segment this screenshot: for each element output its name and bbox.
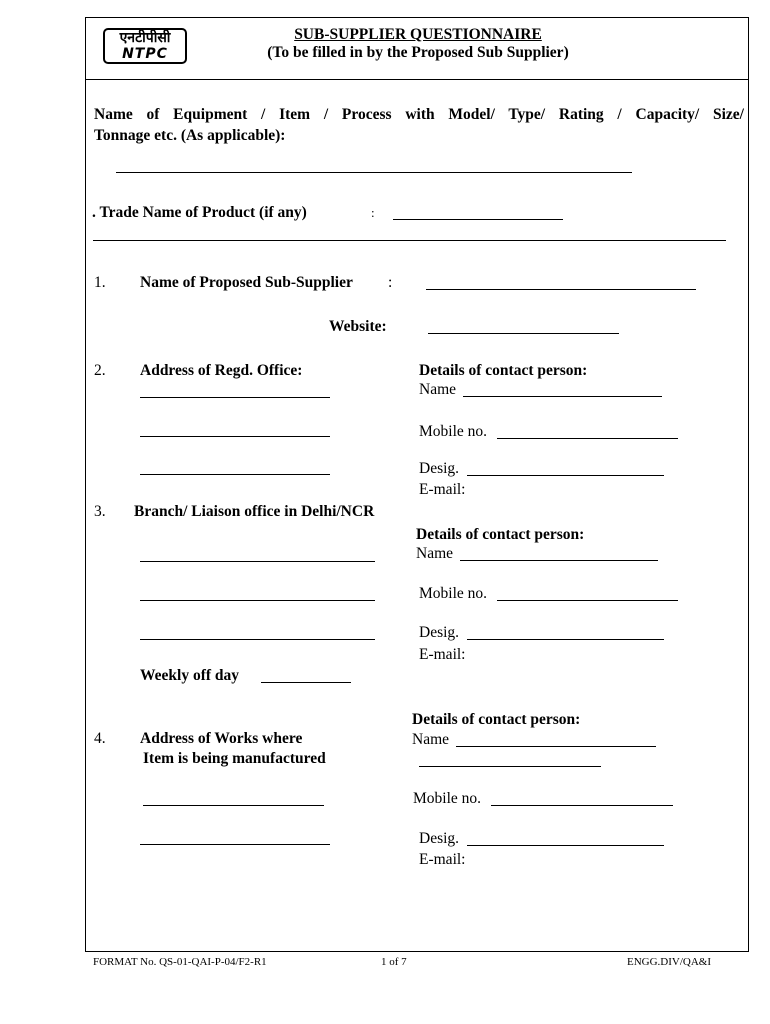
works-address-line-2[interactable] bbox=[140, 844, 330, 845]
works-address-label-line2: Item is being manufactured bbox=[143, 750, 326, 767]
contact-email-label-2: E-mail: bbox=[419, 481, 466, 498]
equipment-label-line2: Tonnage etc. (As applicable): bbox=[94, 127, 286, 144]
contact-mobile-label-3: Mobile no. bbox=[419, 585, 488, 602]
contact-name-field-3[interactable] bbox=[460, 560, 658, 561]
contact-mobile-label-2: Mobile no. bbox=[419, 423, 488, 440]
contact-name-field-4[interactable] bbox=[456, 746, 656, 747]
section-2-number: 2. bbox=[94, 362, 106, 379]
works-address-label-line1: Address of Works where bbox=[140, 730, 303, 747]
full-width-field-line[interactable] bbox=[93, 240, 726, 241]
regd-office-label: Address of Regd. Office: bbox=[140, 362, 303, 379]
regd-office-line-2[interactable] bbox=[140, 436, 330, 437]
footer-page-number: 1 of 7 bbox=[381, 956, 407, 968]
contact-email-label-3: E-mail: bbox=[419, 646, 466, 663]
page-title: SUB-SUPPLIER QUESTIONNAIRE bbox=[294, 26, 542, 43]
works-address-line-1[interactable] bbox=[143, 805, 324, 806]
contact-name-field-2[interactable] bbox=[463, 396, 662, 397]
logo-hindi-text: एनटीपीसी bbox=[119, 30, 171, 46]
logo-ntpc-text: NTPC bbox=[122, 46, 168, 62]
section-3-number: 3. bbox=[94, 503, 106, 520]
contact-name-label-2: Name bbox=[419, 381, 457, 398]
footer-format-number: FORMAT No. QS-01-QAI-P-04/F2-R1 bbox=[93, 956, 267, 968]
contact-desig-field-3[interactable] bbox=[467, 639, 664, 640]
sub-supplier-name-field-line[interactable] bbox=[426, 289, 696, 290]
page-subtitle: (To be filled in by the Proposed Sub Supplier) bbox=[267, 44, 569, 61]
contact-desig-label-2: Desig. bbox=[419, 460, 460, 477]
trade-name-field-line[interactable] bbox=[393, 219, 563, 220]
section-4-number: 4. bbox=[94, 730, 106, 747]
equipment-field-line[interactable] bbox=[116, 172, 632, 173]
contact-name-label-3: Name bbox=[416, 545, 454, 562]
sub-supplier-name-colon: : bbox=[388, 274, 393, 291]
header-divider bbox=[85, 79, 749, 80]
contact-name-field-4b[interactable] bbox=[419, 766, 601, 767]
branch-office-line-1[interactable] bbox=[140, 561, 375, 562]
sub-supplier-name-label: Name of Proposed Sub-Supplier bbox=[140, 274, 353, 291]
trade-name-colon: : bbox=[371, 205, 375, 220]
page-frame bbox=[85, 17, 749, 952]
contact-desig-field-2[interactable] bbox=[467, 475, 664, 476]
weekly-off-field-line[interactable] bbox=[261, 682, 351, 683]
contact-mobile-field-4[interactable] bbox=[491, 805, 673, 806]
contact-heading-3: Details of contact person: bbox=[416, 526, 585, 543]
branch-office-line-3[interactable] bbox=[140, 639, 375, 640]
contact-mobile-field-3[interactable] bbox=[497, 600, 678, 601]
regd-office-line-1[interactable] bbox=[140, 397, 330, 398]
regd-office-line-3[interactable] bbox=[140, 474, 330, 475]
contact-heading-4: Details of contact person: bbox=[412, 711, 581, 728]
ntpc-logo bbox=[103, 28, 187, 64]
section-1-number: 1. bbox=[94, 274, 106, 291]
trade-name-label: . Trade Name of Product (if any) bbox=[92, 204, 307, 221]
equipment-label-line1: Name of Equipment / Item / Process with Model/ Type/ Rating / Capacity/ Size/ bbox=[94, 106, 744, 123]
website-field-line[interactable] bbox=[428, 333, 619, 334]
contact-email-label-4: E-mail: bbox=[419, 851, 466, 868]
weekly-off-label: Weekly off day bbox=[140, 667, 240, 684]
contact-mobile-label-4: Mobile no. bbox=[413, 790, 482, 807]
contact-desig-field-4[interactable] bbox=[467, 845, 664, 846]
contact-mobile-field-2[interactable] bbox=[497, 438, 678, 439]
contact-name-label-4: Name bbox=[412, 731, 450, 748]
contact-heading-2: Details of contact person: bbox=[419, 362, 588, 379]
footer-department: ENGG.DIV/QA&I bbox=[627, 956, 712, 968]
website-label: Website: bbox=[329, 318, 387, 335]
contact-desig-label-4: Desig. bbox=[419, 830, 460, 847]
contact-desig-label-3: Desig. bbox=[419, 624, 460, 641]
branch-office-label: Branch/ Liaison office in Delhi/NCR bbox=[134, 503, 375, 520]
branch-office-line-2[interactable] bbox=[140, 600, 375, 601]
